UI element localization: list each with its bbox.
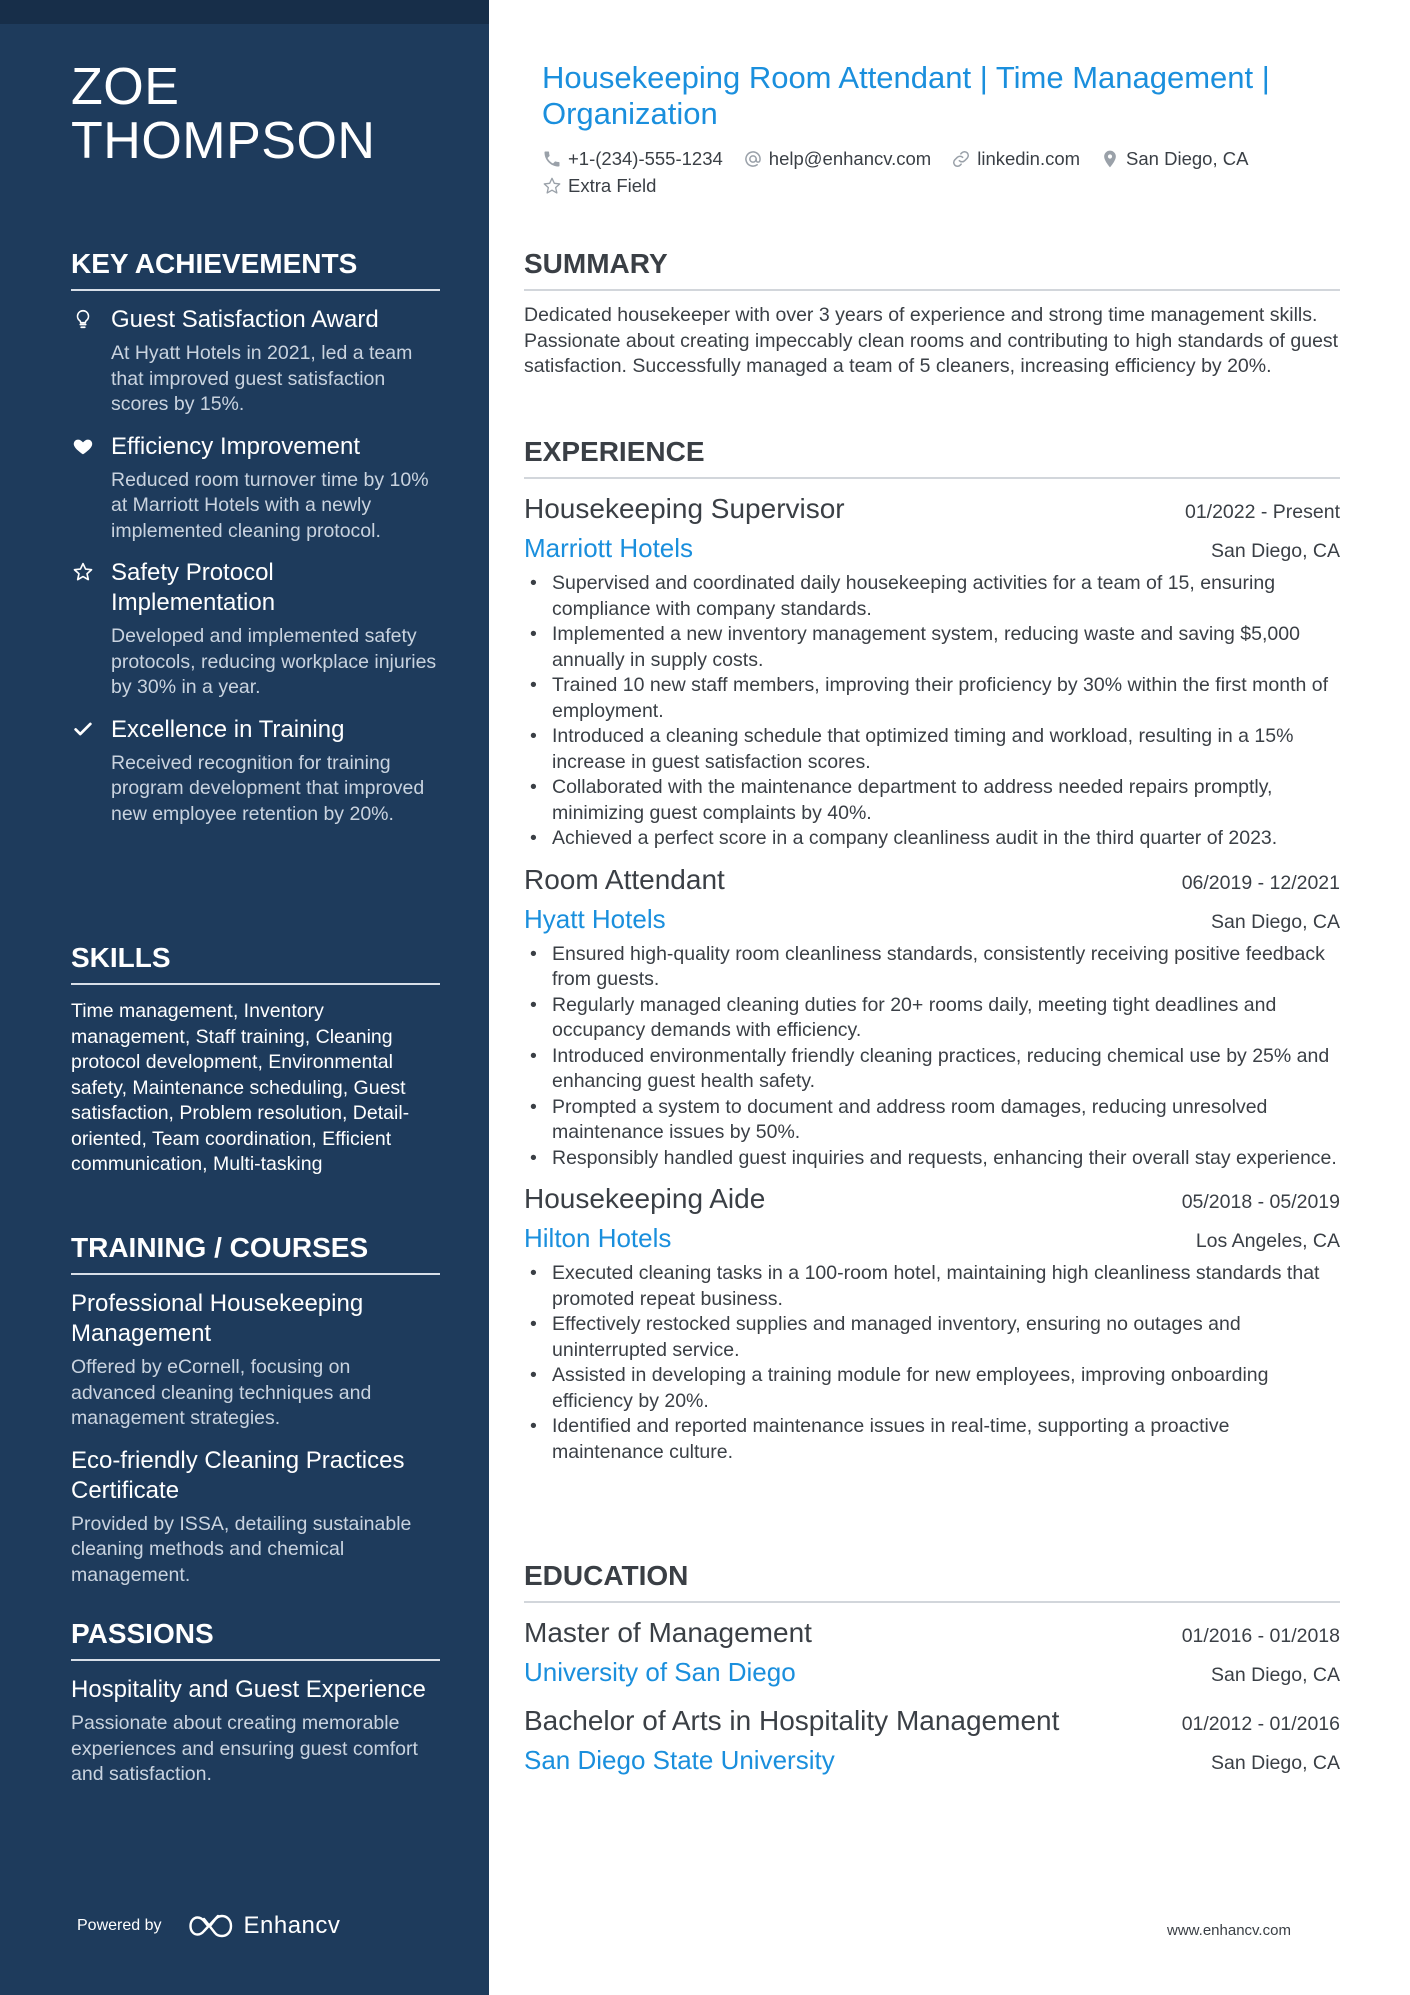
school-location: San Diego, CA (1211, 1752, 1340, 1774)
link-text: linkedin.com (977, 148, 1081, 169)
job-bullet: • Introduced a cleaning schedule that optimized timing and workload, resulting in a 15% increase in guest satisfaction scores. (524, 724, 1340, 775)
job-bullet: • Identified and reported maintenance issues in real-time, supporting a proactive maintenance culture. (524, 1414, 1340, 1465)
passions-section (71, 1617, 440, 1802)
achievement-item (71, 305, 440, 418)
first-name: ZOE (71, 58, 180, 116)
job-entry (524, 862, 1340, 1172)
achievement-item (71, 715, 440, 828)
education-section (524, 1559, 1340, 1791)
phone-icon (542, 149, 562, 169)
job-bullets (524, 1261, 1340, 1465)
achievement-title: Guest Satisfaction Award (111, 306, 379, 333)
enhancv-wordmark: Enhancv (243, 1912, 341, 1939)
job-title: Housekeeping Supervisor (524, 493, 845, 524)
job-bullet: • Achieved a perfect score in a company cleanliness audit in the third quarter of 2023. (524, 826, 1340, 852)
star-icon (71, 560, 95, 584)
lightbulb-icon (71, 307, 95, 331)
summary-section (524, 247, 1340, 380)
school-name: San Diego State University (524, 1745, 835, 1775)
achievement-title: Excellence in Training (111, 715, 345, 743)
school-location: San Diego, CA (1211, 1664, 1340, 1686)
location-pin-icon (1100, 149, 1120, 169)
job-bullet: • Introduced environmentally friendly cleaning practices, reducing chemical use by 25% and enhancing guest health safety. (524, 1044, 1340, 1095)
job-title: Housekeeping Aide (524, 1183, 766, 1214)
education-heading: EDUCATION (524, 1559, 1340, 1603)
contact-bar (542, 148, 1332, 196)
location-text: San Diego, CA (1126, 148, 1249, 169)
job-bullet: • Regularly managed cleaning duties for 20+ rooms daily, meeting tight deadlines and occupancy demands with efficiency. (524, 993, 1340, 1044)
last-name: THOMPSON (71, 112, 376, 170)
summary-text: Dedicated housekeeper with over 3 years of experience and strong time management skills. Passionate about creating impeccably clean rooms and contributing to high standards of guest satisfaction. Successfully managed a team of 5 cleaners, increasing efficiency by 20%. (524, 304, 1339, 377)
job-bullet: • Assisted in developing a training module for new employees, improving onboarding efficiency by 20%. (524, 1363, 1340, 1414)
job-bullets (524, 942, 1340, 1172)
star-outline-icon (542, 176, 562, 196)
main-content (524, 0, 1340, 1995)
course-description: Offered by eCornell, focusing on advanced cleaning techniques and management strategies. (71, 1356, 372, 1429)
job-location: San Diego, CA (1211, 540, 1340, 562)
education-entry (524, 1615, 1340, 1689)
job-bullet: • Collaborated with the maintenance department to address needed repairs promptly, minimizing guest complaints by 40%. (524, 775, 1340, 826)
achievement-item (71, 558, 440, 701)
training-section (71, 1231, 440, 1602)
job-bullet: • Supervised and coordinated daily housekeeping activities for a team of 15, ensuring compliance with company standards. (524, 571, 1340, 622)
passions-heading: PASSIONS (71, 1617, 440, 1661)
job-bullet: • Ensured high-quality room cleanliness standards, consistently receiving positive feedback from guests. (524, 942, 1340, 993)
job-title: Room Attendant (524, 863, 725, 895)
contact-link[interactable] (951, 148, 1080, 169)
job-dates: 05/2018 - 05/2019 (1181, 1191, 1340, 1213)
education-dates: 01/2016 - 01/2018 (1181, 1625, 1340, 1647)
achievement-description: Reduced room turnover time by 10% at Marriott Hotels with a newly implemented cleaning protocol. (111, 468, 429, 542)
passion-title: Hospitality and Guest Experience (71, 1676, 426, 1703)
link-icon (951, 149, 971, 169)
experience-section (524, 435, 1340, 1475)
headline: Housekeeping Room Attendant | Time Management | Organization (542, 60, 1270, 131)
job-dates: 06/2019 - 12/2021 (1181, 871, 1340, 894)
candidate-name (71, 60, 461, 168)
school-name: University of San Diego (524, 1657, 796, 1687)
course-item (71, 1289, 440, 1432)
extra-field-text: Extra Field (568, 175, 657, 196)
skills-list: Time management, Inventory management, Staff training, Cleaning protocol development, Environmental safety, Maintenance scheduling, Guest satisfaction, Problem resolution, Detail-oriented, Team coordination, Efficient communication, Multi-tasking (71, 1000, 410, 1175)
education-entry (524, 1703, 1340, 1777)
job-company: Marriott Hotels (524, 533, 694, 563)
achievement-description: Developed and implemented safety protocols, reducing workplace injuries by 30% in a year. (111, 625, 437, 698)
job-bullet: • Executed cleaning tasks in a 100-room hotel, maintaining high cleanliness standards that promoted repeat business. (524, 1261, 1340, 1312)
course-description: Provided by ISSA, detailing sustainable cleaning methods and chemical management. (71, 1512, 412, 1586)
contact-extra (542, 175, 656, 196)
achievement-description: At Hyatt Hotels in 2021, led a team that improved guest satisfaction scores by 15%. (111, 342, 413, 415)
achievement-title: Efficiency Improvement (111, 432, 360, 460)
achievement-item (71, 432, 440, 545)
job-company: Hyatt Hotels (524, 903, 666, 934)
course-title: Eco-friendly Cleaning Practices Certificate (71, 1446, 405, 1504)
job-entry (524, 1181, 1340, 1465)
sidebar (0, 0, 489, 1995)
sidebar-top-bar (0, 0, 489, 24)
job-bullet: • Prompted a system to document and address room damages, reducing unresolved maintenance issues by 50%. (524, 1095, 1340, 1146)
heart-icon (71, 434, 95, 458)
job-company: Hilton Hotels (524, 1223, 672, 1253)
summary-heading: SUMMARY (524, 247, 1340, 291)
job-bullet: • Responsibly handled guest inquiries and requests, enhancing their overall stay experience. (524, 1146, 1340, 1172)
degree-title: Master of Management (524, 1617, 812, 1648)
education-dates: 01/2012 - 01/2016 (1181, 1713, 1340, 1735)
job-location: Los Angeles, CA (1195, 1230, 1340, 1252)
powered-by-label: Powered by (77, 1917, 162, 1934)
job-bullet: • Effectively restocked supplies and managed inventory, ensuring no outages and uninterrupted service. (524, 1312, 1340, 1363)
contact-phone[interactable] (542, 148, 723, 169)
skills-heading: SKILLS (71, 941, 440, 985)
skills-section (71, 941, 440, 1178)
phone-text: +1-(234)-555-1234 (568, 148, 723, 169)
experience-heading: EXPERIENCE (524, 435, 1340, 479)
course-title: Professional Housekeeping Management (71, 1290, 364, 1347)
job-entry (524, 491, 1340, 852)
at-icon (743, 149, 763, 169)
contact-email[interactable] (743, 148, 931, 169)
enhancv-logo-icon (188, 1914, 234, 1938)
achievement-title: Safety Protocol Implementation (111, 559, 276, 616)
key-achievements-heading: KEY ACHIEVEMENTS (71, 247, 440, 291)
footer-url[interactable]: www.enhancv.com (1167, 1922, 1291, 1939)
powered-by (77, 1912, 340, 1940)
course-item (71, 1446, 440, 1589)
passion-description: Passionate about creating memorable experiences and ensuring guest comfort and satisfaction. (71, 1712, 418, 1785)
email-text: help@enhancv.com (768, 148, 932, 169)
key-achievements-section (71, 247, 440, 841)
degree-title: Bachelor of Arts in Hospitality Management (524, 1705, 1060, 1736)
job-location: San Diego, CA (1211, 910, 1340, 933)
enhancv-logo[interactable] (188, 1912, 341, 1940)
job-bullets (524, 571, 1340, 852)
checkmark-icon (71, 717, 95, 741)
job-dates: 01/2022 - Present (1184, 501, 1340, 523)
training-heading: TRAINING / COURSES (71, 1231, 440, 1275)
passion-item (71, 1675, 440, 1788)
contact-location (1100, 148, 1248, 169)
achievement-description: Received recognition for training program development that improved new employee retention by 20%. (111, 751, 425, 825)
job-bullet: • Trained 10 new staff members, improving their proficiency by 30% within the first month of employment. (524, 673, 1340, 724)
job-bullet: • Implemented a new inventory management system, reducing waste and saving $5,000 annually in supply costs. (524, 622, 1340, 673)
